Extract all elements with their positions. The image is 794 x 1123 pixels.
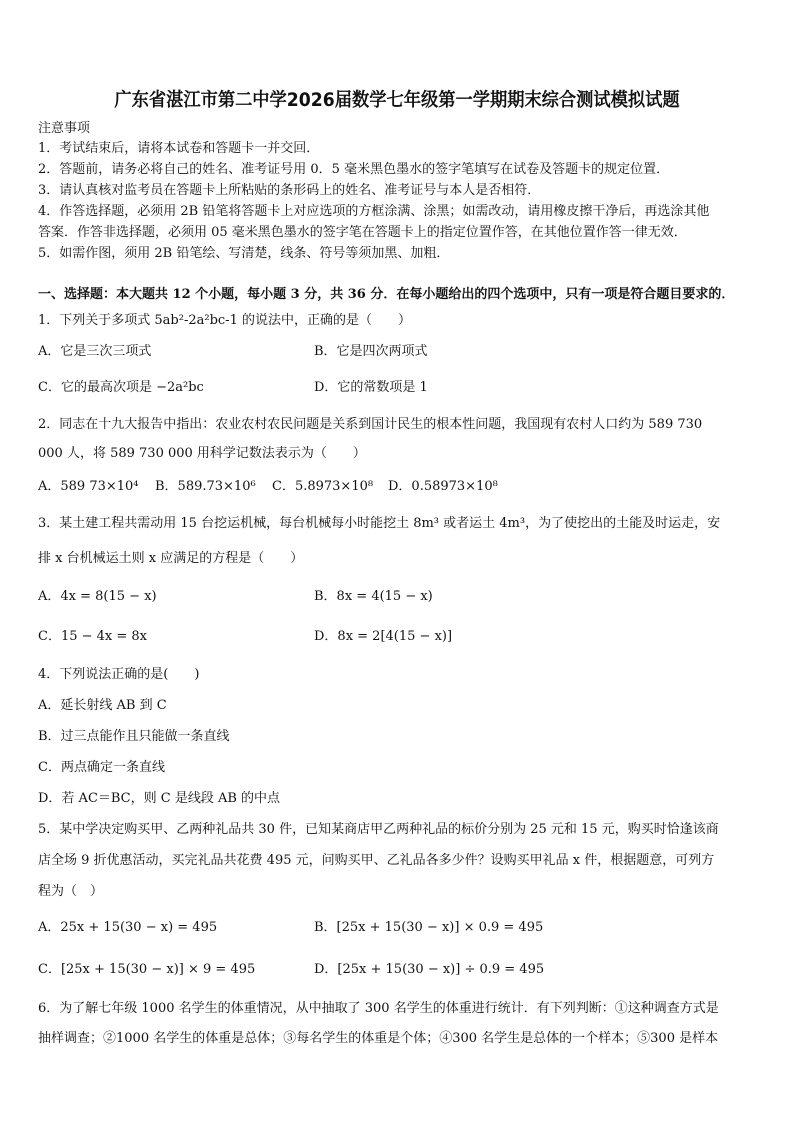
q1-option-b: B．它是四次两项式 [314,344,428,359]
q5-option-b: B．[25x + 15(30 − x)] × 0.9 = 495 [314,920,544,935]
notice-line-6: 5．如需作图，须用 2B 铅笔绘、写清楚，线条、符号等须加黑、加粗． [38,246,450,261]
q4-option-b: B．过三点能作且只能做一条直线 [38,729,230,744]
q2-stem-line-2: 000 人，将 589 730 000 用科学记数法表示为（ ） [38,446,366,461]
q3-option-b: B．8x = 4(15 − x) [314,589,433,604]
q6-stem-line-2: 抽样调查；②1000 名学生的体重是总体；③每名学生的体重是个体；④300 名学生是总体的一个样本；⑤300 是样本 [38,1031,719,1046]
q3-stem-line-2: 排 x 台机械运土则 x 应满足的方程是（ ） [38,551,304,566]
q1-option-d: D．它的常数项是 1 [314,380,428,395]
q2-option-d: D．0.58973×10⁸ [388,479,498,494]
q2-stem-line-1: 2．同志在十九大报告中指出：农业农村农民问题是关系到国计民生的根本性问题，我国现有农村人口约为 589 730 [38,417,703,432]
q6-stem-line-1: 6．为了解七年级 1000 名学生的体重情况，从中抽取了 300 名学生的体重进行统计．有下列判断：①这种调查方式是 [38,1001,719,1016]
q5-option-a: A．25x + 15(30 − x) = 495 [38,920,218,935]
q5-stem-line-2: 店全场 9 折优惠活动，买完礼品共花费 495 元，问购买甲、乙礼品各多少件？设购买甲礼品 x 件，根据题意，可列方 [38,853,715,868]
q3-option-a: A．4x = 8(15 − x) [38,589,157,604]
q5-option-d: D．[25x + 15(30 − x)] ÷ 0.9 = 495 [314,962,545,977]
q5-stem-line-1: 5．某中学决定购买甲、乙两种礼品共 30 件，已知某商店甲乙两种礼品的标价分别为 25 元和 15 元，购买时恰逢该商 [38,822,719,837]
section-heading: 一、选择题：本大题共 12 个小题，每小题 3 分，共 36 分．在每小题给出的四个选项中，只有一项是符合题目要求的． [38,287,735,302]
q1-stem: 1．下列关于多项式 5ab²-2a²bc-1 的说法中，正确的是（ ） [38,313,411,328]
q2-option-c: C．5.8973×10⁸ [272,479,374,494]
q3-option-d: D．8x = 2[4(15 − x)] [314,629,453,644]
page-title: 广东省湛江市第二中学2026届数学七年级第一学期期末综合测试模拟试题 [114,90,680,111]
notice-line-4: 4．作答选择题，必须用 2B 铅笔将答题卡上对应选项的方框涂满、涂黑；如需改动，请用橡皮擦干净后，再选涂其他 [38,204,710,219]
q1-option-a: A．它是三次三项式 [38,344,152,359]
q5-stem-line-3: 程为（ ） [38,884,104,899]
notice-line-2: 2．答题前，请务必将自己的姓名、准考证号用 0．5 毫米黑色墨水的签字笔填写在试卷及答题卡的规定位置． [38,162,670,177]
q2-option-a: A．589 73×10⁴ [38,479,139,494]
notice-line-3: 3．请认真核对监考员在答题卡上所粘贴的条形码上的姓名、准考证号与本人是否相符． [38,183,541,198]
notice-heading: 注意事项 [38,121,91,136]
q4-option-d: D．若 AC＝BC，则 C 是线段 AB 的中点 [38,791,281,806]
q1-option-c: C．它的最高次项是 −2a²bc [38,380,204,395]
notice-line-1: 1．考试结束后，请将本试卷和答题卡一并交回． [38,141,320,156]
q4-stem: 4．下列说法正确的是( ) [38,667,200,682]
q4-option-a: A．延长射线 AB 到 C [38,698,167,713]
q3-stem-line-1: 3．某土建工程共需动用 15 台挖运机械，每台机械每小时能挖土 8m³ 或者运土 4m³，为了使挖出的土能及时运走，安 [38,516,721,531]
q2-option-b: B．589.73×10⁶ [155,479,256,494]
notice-line-5: 答案．作答非选择题，必须用 05 毫米黑色墨水的签字笔在答题卡上的指定位置作答，在其他位置作答一律无效． [38,225,687,240]
q5-option-c: C．[25x + 15(30 − x)] × 9 = 495 [38,962,256,977]
q4-option-c: C．两点确定一条直线 [38,760,165,775]
q3-option-c: C．15 − 4x = 8x [38,629,148,644]
